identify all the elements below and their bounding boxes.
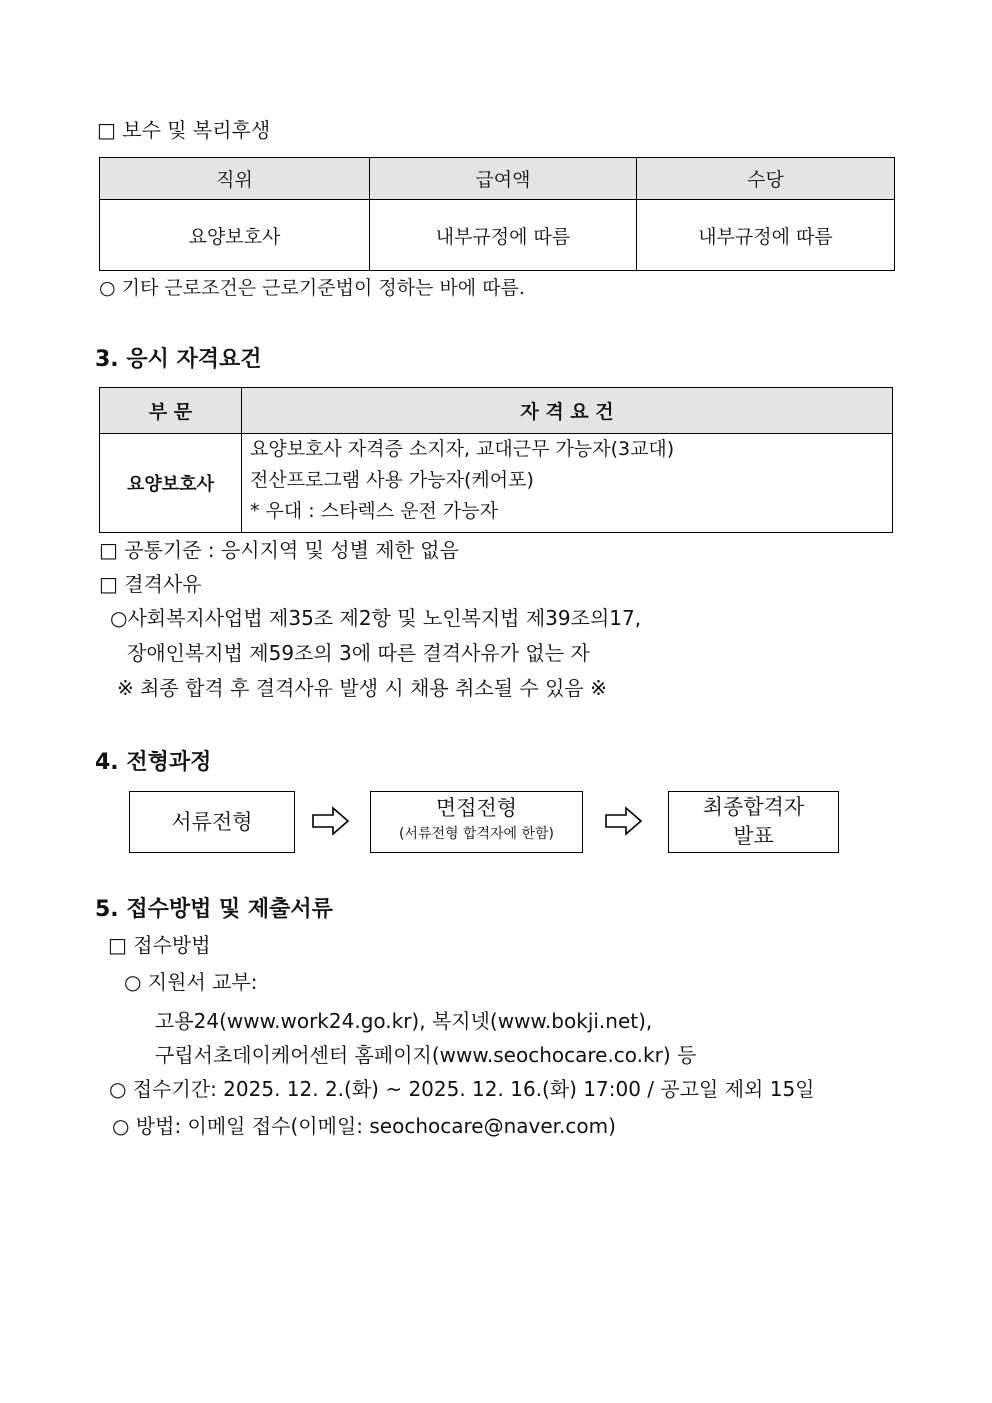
pay-cell-position: 요양보호사 — [100, 200, 370, 271]
apply-sites-line2: 구립서초데이케어센터 홈페이지(www.seochocare.co.kr) 등 — [155, 1043, 697, 1067]
process-step-documents — [129, 791, 295, 853]
arrow-right-icon — [311, 806, 351, 836]
process-heading: 4. 전형과정 — [95, 750, 212, 775]
qual-cell-dept: 요양보호사 — [100, 434, 242, 533]
apply-heading: 5. 접수방법 및 제출서류 — [95, 897, 333, 922]
qual-common: □ 공통기준 : 응시지역 및 성별 제한 없음 — [99, 538, 459, 562]
pay-table — [99, 157, 895, 271]
qual-cell-requirements — [242, 434, 893, 533]
arrow-right-icon — [604, 806, 644, 836]
qual-heading: 3. 응시 자격요건 — [95, 347, 262, 372]
qual-line: * 우대 : 스타렉스 운전 가능자 — [250, 500, 498, 522]
qual-line: 전산프로그램 사용 가능자(케어포) — [250, 469, 534, 491]
process-step-interview — [370, 791, 583, 853]
qual-line: 요양보호사 자격증 소지자, 교대근무 가능자(3교대) — [250, 438, 675, 460]
process-step-interview-label: 면접전형 — [435, 796, 518, 820]
disq-heading: □ 결격사유 — [99, 572, 202, 596]
pay-note: ○ 기타 근로조건은 근로기준법이 정하는 바에 따름. — [99, 277, 525, 299]
pay-header-allowance: 수당 — [636, 158, 894, 200]
pay-heading: □ 보수 및 복리후생 — [97, 118, 271, 142]
apply-period: ○ 접수기간: 2025. 12. 2.(화) ~ 2025. 12. 16.(화) 17:00 / 공고일 제외 15일 — [109, 1077, 815, 1101]
qual-header-requirements: 자 격 요 건 — [242, 388, 893, 434]
process-step-final-line2: 발표 — [733, 824, 774, 848]
apply-bullet-form: ○ 지원서 교부: — [124, 970, 258, 994]
disq-line2: 장애인복지법 제59조의 3에 따른 결격사유가 없는 자 — [127, 641, 590, 665]
disq-line1: ○사회복지사업법 제35조 제2항 및 노인복지법 제39조의17, — [110, 606, 642, 630]
apply-method-heading: □ 접수방법 — [108, 933, 211, 957]
qual-table — [99, 387, 893, 533]
pay-cell-allowance: 내부규정에 따름 — [636, 200, 894, 271]
pay-header-salary: 급여액 — [369, 158, 636, 200]
process-step-final — [668, 791, 839, 853]
qual-header-dept: 부 문 — [100, 388, 242, 434]
disq-note: ※ 최종 합격 후 결격사유 발생 시 채용 취소될 수 있음 ※ — [117, 676, 607, 700]
apply-sites-line1: 고용24(www.work24.go.kr), 복지넷(www.bokji.net), — [155, 1009, 653, 1033]
apply-method: ○ 방법: 이메일 접수(이메일: seochocare@naver.com) — [112, 1114, 616, 1138]
pay-header-position: 직위 — [100, 158, 370, 200]
pay-cell-salary: 내부규정에 따름 — [369, 200, 636, 271]
process-step-documents-label: 서류전형 — [171, 810, 253, 834]
process-step-final-line1: 최종합격자 — [702, 795, 805, 819]
process-step-interview-sub: (서류전형 합격자에 한함) — [398, 826, 555, 842]
